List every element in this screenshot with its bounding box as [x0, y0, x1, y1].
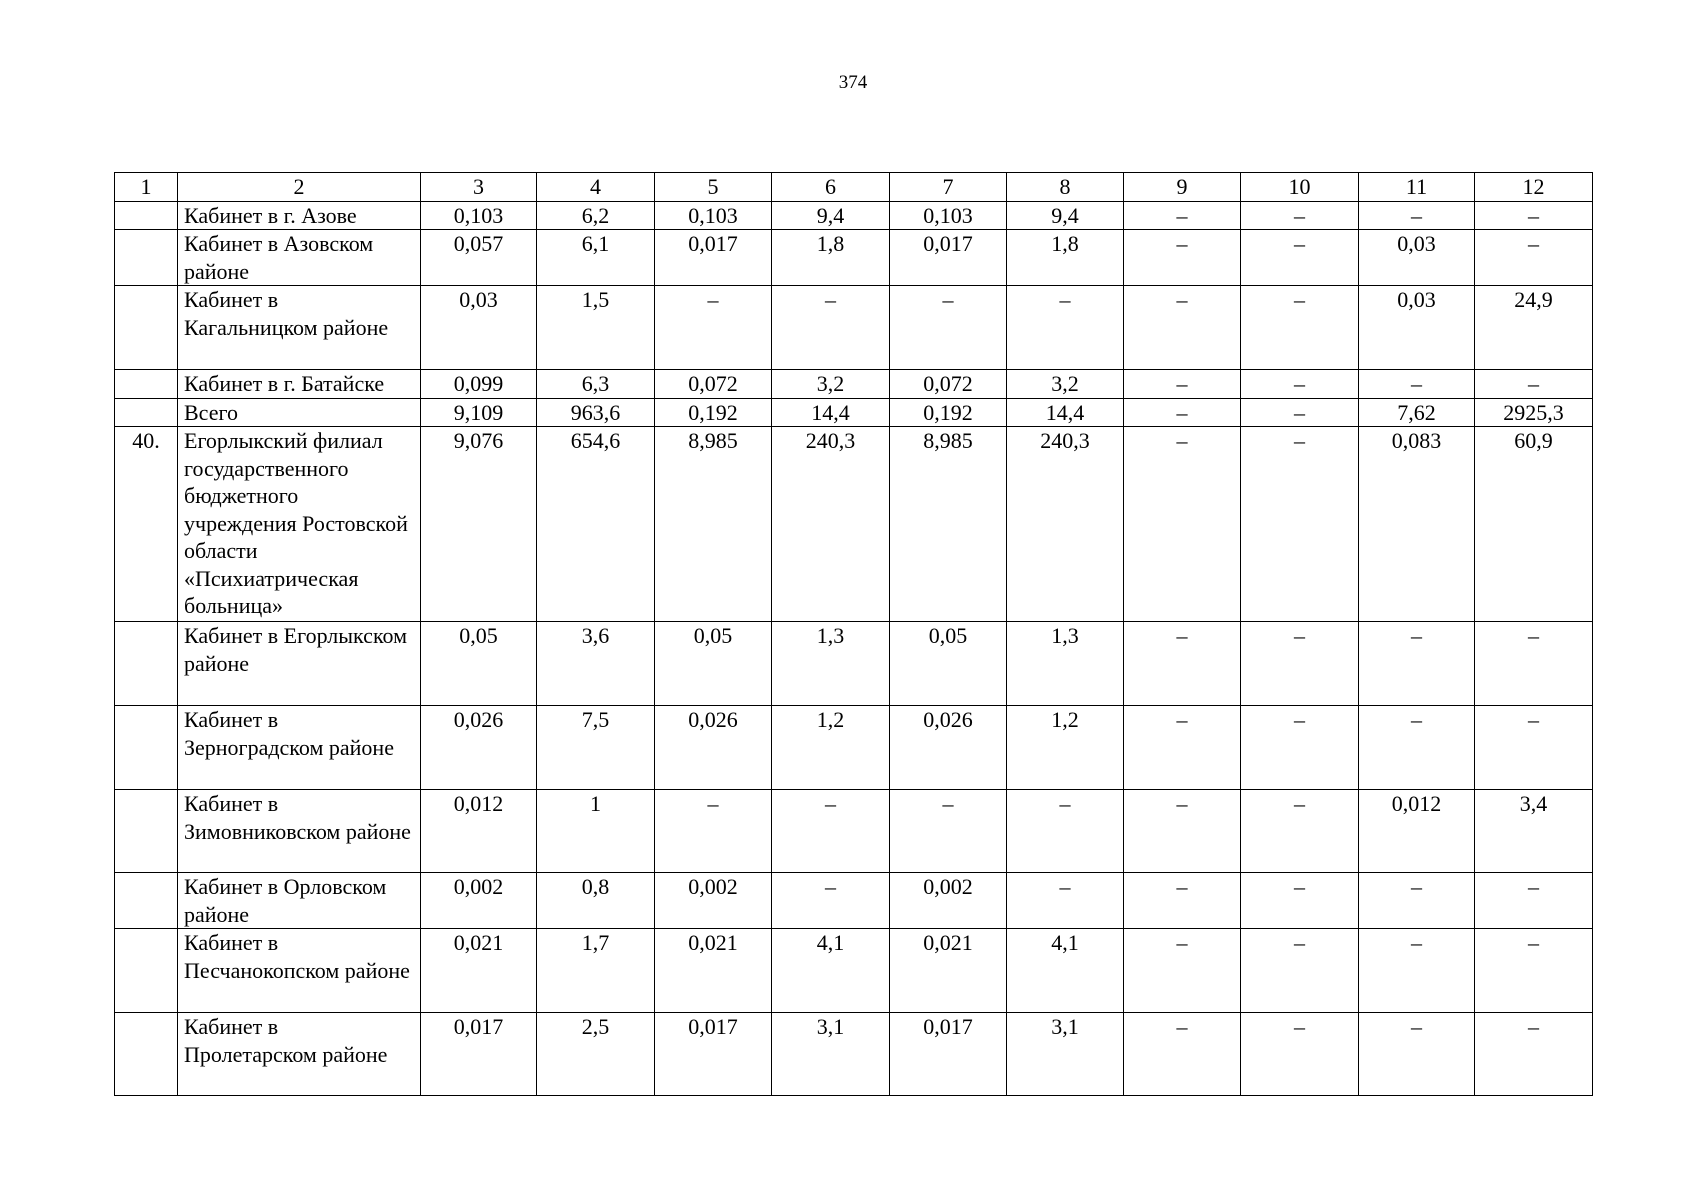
- cell-value: 3,4: [1475, 790, 1593, 873]
- cell-value: –: [1241, 622, 1359, 706]
- cell-value: 963,6: [537, 398, 655, 427]
- cell-value: 1,2: [772, 706, 890, 790]
- cell-value: 2925,3: [1475, 398, 1593, 427]
- row-name: Кабинет в Азовском районе: [178, 230, 421, 286]
- cell-value: –: [1124, 286, 1241, 370]
- cell-value: 1: [537, 790, 655, 873]
- table-row: [115, 706, 1593, 790]
- cell-value: –: [1241, 370, 1359, 399]
- cell-value: 654,6: [537, 427, 655, 622]
- cell-value: –: [772, 790, 890, 873]
- cell-value: –: [655, 790, 772, 873]
- row-number: [115, 286, 178, 370]
- cell-value: –: [1475, 370, 1593, 399]
- cell-value: 2,5: [537, 1013, 655, 1096]
- cell-value: –: [1359, 929, 1475, 1013]
- cell-value: –: [890, 790, 1007, 873]
- cell-value: –: [1124, 398, 1241, 427]
- cell-value: –: [1359, 873, 1475, 929]
- cell-value: 3,1: [1007, 1013, 1124, 1096]
- row-name: Кабинет в Пролетарском районе: [178, 1013, 421, 1096]
- cell-value: –: [1475, 706, 1593, 790]
- cell-value: –: [1241, 706, 1359, 790]
- cell-value: –: [1241, 790, 1359, 873]
- row-number: 40.: [115, 427, 178, 622]
- column-header: 6: [772, 173, 890, 202]
- cell-value: 1,3: [1007, 622, 1124, 706]
- cell-value: 240,3: [772, 427, 890, 622]
- cell-value: 0,017: [890, 230, 1007, 286]
- cell-value: 7,62: [1359, 398, 1475, 427]
- cell-value: 60,9: [1475, 427, 1593, 622]
- data-table: [114, 172, 1593, 1096]
- row-name: Кабинет в Зерноградском районе: [178, 706, 421, 790]
- cell-value: –: [1359, 622, 1475, 706]
- table-row: [115, 201, 1593, 230]
- column-header: 1: [115, 173, 178, 202]
- row-name: Егорлыкский филиал государственного бюджетного учреждения Ростовской области «Психиатрическая больница»: [178, 427, 421, 622]
- row-name: Кабинет в Орловском районе: [178, 873, 421, 929]
- cell-value: 0,099: [421, 370, 537, 399]
- table-row: [115, 929, 1593, 1013]
- cell-value: –: [1475, 873, 1593, 929]
- cell-value: 0,072: [890, 370, 1007, 399]
- cell-value: –: [1124, 201, 1241, 230]
- cell-value: –: [1241, 201, 1359, 230]
- cell-value: 240,3: [1007, 427, 1124, 622]
- cell-value: 0,072: [655, 370, 772, 399]
- cell-value: 1,5: [537, 286, 655, 370]
- cell-value: –: [1241, 1013, 1359, 1096]
- cell-value: 6,1: [537, 230, 655, 286]
- cell-value: –: [1475, 929, 1593, 1013]
- column-header: 11: [1359, 173, 1475, 202]
- cell-value: 14,4: [1007, 398, 1124, 427]
- row-name: Кабинет в Егорлыкском районе: [178, 622, 421, 706]
- cell-value: –: [1475, 1013, 1593, 1096]
- table-row: [115, 790, 1593, 873]
- row-number: [115, 873, 178, 929]
- cell-value: 0,017: [421, 1013, 537, 1096]
- cell-value: –: [1007, 286, 1124, 370]
- cell-value: 8,985: [655, 427, 772, 622]
- column-header: 10: [1241, 173, 1359, 202]
- page-number: 374: [838, 72, 868, 93]
- cell-value: –: [1241, 427, 1359, 622]
- column-header: 9: [1124, 173, 1241, 202]
- cell-value: –: [1241, 230, 1359, 286]
- cell-value: 1,2: [1007, 706, 1124, 790]
- cell-value: 0,103: [890, 201, 1007, 230]
- cell-value: 14,4: [772, 398, 890, 427]
- column-header: 12: [1475, 173, 1593, 202]
- cell-value: 0,03: [1359, 230, 1475, 286]
- cell-value: 9,109: [421, 398, 537, 427]
- cell-value: 0,021: [655, 929, 772, 1013]
- row-name: Всего: [178, 398, 421, 427]
- cell-value: 3,2: [1007, 370, 1124, 399]
- cell-value: –: [1359, 1013, 1475, 1096]
- table-row: [115, 370, 1593, 399]
- cell-value: –: [772, 873, 890, 929]
- cell-value: 0,192: [655, 398, 772, 427]
- cell-value: –: [1124, 790, 1241, 873]
- cell-value: 1,8: [772, 230, 890, 286]
- row-number: [115, 929, 178, 1013]
- row-name: Кабинет в г. Азове: [178, 201, 421, 230]
- cell-value: –: [1124, 929, 1241, 1013]
- row-number: [115, 1013, 178, 1096]
- cell-value: –: [1241, 398, 1359, 427]
- cell-value: 4,1: [772, 929, 890, 1013]
- cell-value: –: [1124, 622, 1241, 706]
- cell-value: –: [1475, 201, 1593, 230]
- cell-value: –: [1124, 230, 1241, 286]
- header-row: [115, 173, 1593, 202]
- cell-value: 6,2: [537, 201, 655, 230]
- cell-value: –: [1359, 201, 1475, 230]
- cell-value: 0,002: [890, 873, 1007, 929]
- cell-value: 3,6: [537, 622, 655, 706]
- cell-value: 0,021: [890, 929, 1007, 1013]
- cell-value: 4,1: [1007, 929, 1124, 1013]
- cell-value: 0,05: [421, 622, 537, 706]
- cell-value: –: [772, 286, 890, 370]
- cell-value: 1,8: [1007, 230, 1124, 286]
- cell-value: 0,05: [890, 622, 1007, 706]
- column-header: 4: [537, 173, 655, 202]
- table-row: [115, 230, 1593, 286]
- cell-value: 0,017: [890, 1013, 1007, 1096]
- column-header: 8: [1007, 173, 1124, 202]
- cell-value: –: [1124, 427, 1241, 622]
- row-name: Кабинет в Кагальницком районе: [178, 286, 421, 370]
- cell-value: 9,076: [421, 427, 537, 622]
- row-number: [115, 230, 178, 286]
- cell-value: 0,012: [1359, 790, 1475, 873]
- column-header: 3: [421, 173, 537, 202]
- cell-value: 0,192: [890, 398, 1007, 427]
- cell-value: 8,985: [890, 427, 1007, 622]
- row-number: [115, 622, 178, 706]
- cell-value: –: [1359, 706, 1475, 790]
- cell-value: 1,7: [537, 929, 655, 1013]
- cell-value: 0,03: [1359, 286, 1475, 370]
- cell-value: –: [1475, 622, 1593, 706]
- cell-value: 9,4: [1007, 201, 1124, 230]
- table-row: [115, 398, 1593, 427]
- cell-value: –: [1241, 873, 1359, 929]
- cell-value: 0,026: [655, 706, 772, 790]
- cell-value: 0,8: [537, 873, 655, 929]
- row-name: Кабинет в г. Батайске: [178, 370, 421, 399]
- cell-value: 0,002: [421, 873, 537, 929]
- cell-value: 0,021: [421, 929, 537, 1013]
- column-header: 7: [890, 173, 1007, 202]
- cell-value: –: [1007, 873, 1124, 929]
- column-header: 2: [178, 173, 421, 202]
- row-name: Кабинет в Песчанокопском районе: [178, 929, 421, 1013]
- row-number: [115, 790, 178, 873]
- cell-value: –: [1124, 1013, 1241, 1096]
- cell-value: –: [1241, 929, 1359, 1013]
- cell-value: 0,017: [655, 230, 772, 286]
- cell-value: 0,083: [1359, 427, 1475, 622]
- table-row: [115, 873, 1593, 929]
- row-name: Кабинет в Зимовниковском районе: [178, 790, 421, 873]
- cell-value: 3,1: [772, 1013, 890, 1096]
- cell-value: –: [655, 286, 772, 370]
- table-row: [115, 622, 1593, 706]
- cell-value: –: [1124, 706, 1241, 790]
- table-row: [115, 427, 1593, 622]
- cell-value: 3,2: [772, 370, 890, 399]
- cell-value: 24,9: [1475, 286, 1593, 370]
- cell-value: 0,057: [421, 230, 537, 286]
- row-number: [115, 201, 178, 230]
- table-row: [115, 286, 1593, 370]
- cell-value: –: [1475, 230, 1593, 286]
- cell-value: 0,103: [655, 201, 772, 230]
- cell-value: –: [890, 286, 1007, 370]
- cell-value: 6,3: [537, 370, 655, 399]
- cell-value: 0,002: [655, 873, 772, 929]
- cell-value: –: [1241, 286, 1359, 370]
- cell-value: –: [1007, 790, 1124, 873]
- cell-value: 0,05: [655, 622, 772, 706]
- cell-value: 0,026: [421, 706, 537, 790]
- cell-value: 1,3: [772, 622, 890, 706]
- column-header: 5: [655, 173, 772, 202]
- cell-value: 9,4: [772, 201, 890, 230]
- cell-value: 0,026: [890, 706, 1007, 790]
- cell-value: 0,03: [421, 286, 537, 370]
- cell-value: –: [1124, 370, 1241, 399]
- table-row: [115, 1013, 1593, 1096]
- cell-value: –: [1359, 370, 1475, 399]
- cell-value: 0,012: [421, 790, 537, 873]
- cell-value: 0,103: [421, 201, 537, 230]
- cell-value: 0,017: [655, 1013, 772, 1096]
- cell-value: –: [1124, 873, 1241, 929]
- row-number: [115, 706, 178, 790]
- row-number: [115, 398, 178, 427]
- row-number: [115, 370, 178, 399]
- cell-value: 7,5: [537, 706, 655, 790]
